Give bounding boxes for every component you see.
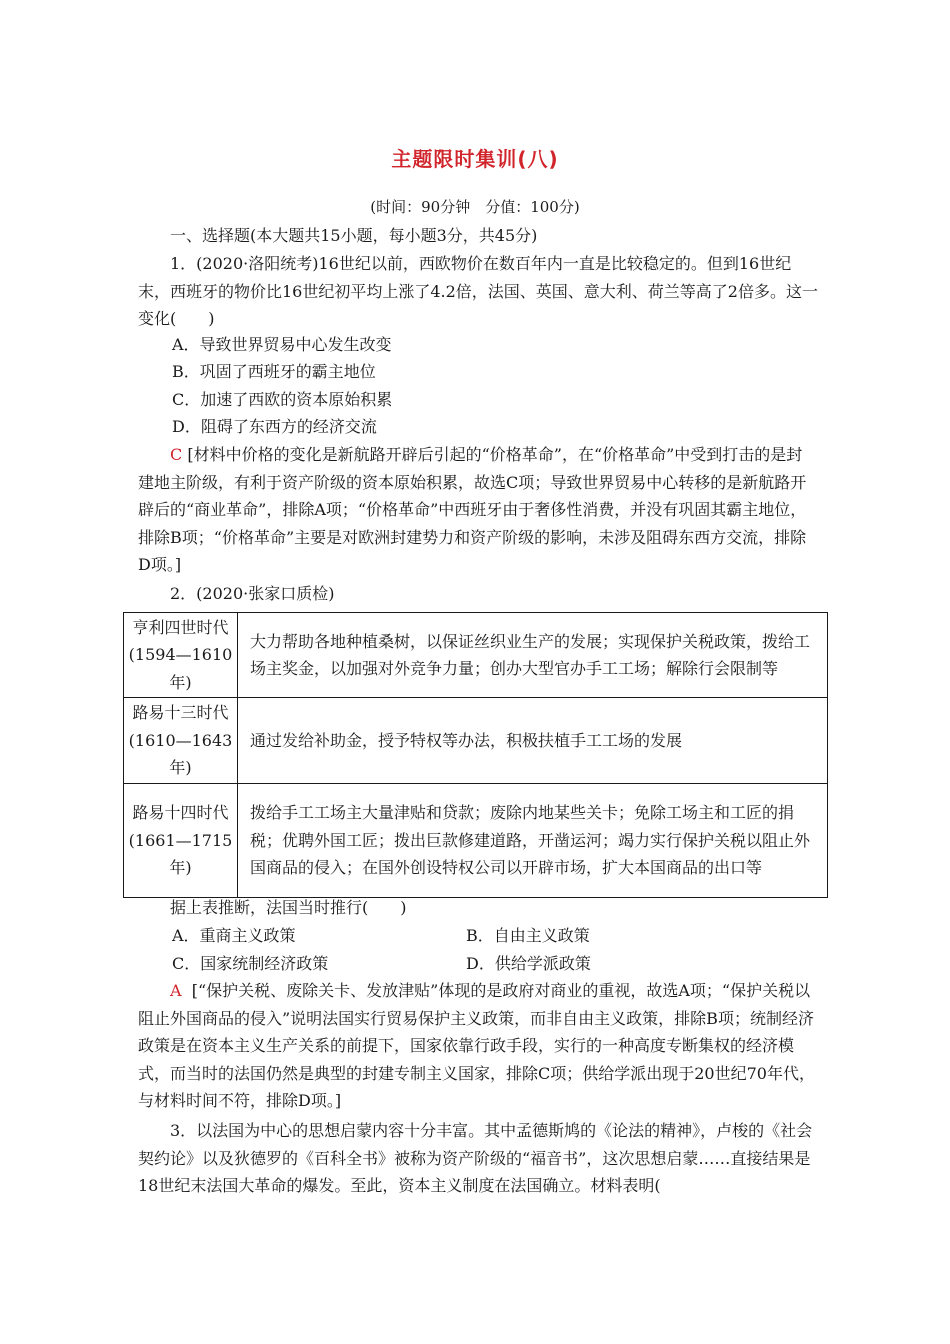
q2-option-b: B．自由主义政策: [466, 926, 590, 945]
q2-option-c: C．国家统制经济政策: [172, 954, 329, 973]
exam-meta: (时间：90分钟 分值：100分): [370, 198, 580, 216]
table-content-cell: 通过发给补助金，授予特权等办法，积极扶植手工工场的发展: [238, 698, 828, 784]
table-period-cell: 路易十三时代(1610—1643年): [124, 698, 238, 784]
q1-answer-letter: C: [170, 445, 183, 464]
table-period-cell: 亨利四世时代(1594—1610年): [124, 613, 238, 698]
q1-explanation: [材料中价格的变化是新航路开辟后引起的“价格革命”，在“价格革命”中受到打击的是封建地主阶级，有利于资产阶级的资本原始积累，故选C项；导致世界贸易中心转移的是新航路开辟后的“商业革命”，排除A项；“价格革命”中西班牙由于奢侈性消费，并没有巩固其霸主地位，排除B项；“价格革命”主要是对欧洲封建势力和资产阶级的影响，未涉及阻碍东西方交流，排除D项。]: [138, 445, 807, 574]
q1-option-a: A．导致世界贸易中心发生改变: [172, 335, 392, 354]
q1-answer: [138, 441, 818, 579]
table-row: [124, 613, 828, 698]
question-2-stem: 2．(2020·张家口质检): [170, 584, 335, 603]
q1-option-c: C．加速了西欧的资本原始积累: [172, 390, 393, 409]
q1-option-d: D．阻碍了东西方的经济交流: [172, 417, 377, 436]
page-title: 主题限时集训(八): [391, 147, 559, 171]
section-heading: 一、选择题(本大题共15小题，每小题3分，共45分): [170, 226, 538, 245]
table-content-cell: 大力帮助各地种植桑树，以保证丝织业生产的发展；实现保护关税政策，拨给工场主奖金，以加强对外竞争力量；创办大型官办手工工场；解除行会限制等: [238, 613, 828, 698]
table-row: [124, 784, 828, 898]
table-period-cell: 路易十四时代(1661—1715年): [124, 784, 238, 898]
table-content-cell: 拨给手工工场主大量津贴和贷款；废除内地某些关卡；免除工场主和工匠的捐税；优聘外国工匠；拨出巨款修建道路，开凿运河；竭力实行保护关税以阻止外国商品的侵入；在国外创设特权公司以开辟市场，扩大本国商品的出口等: [238, 784, 828, 898]
q2-option-a: A．重商主义政策: [172, 926, 296, 945]
q2-policy-table: [123, 612, 828, 898]
q2-ask: 据上表推断，法国当时推行( ): [170, 898, 407, 917]
table-row: [124, 698, 828, 784]
question-1-stem: 1．(2020·洛阳统考)16世纪以前，西欧物价在数百年内一直是比较稳定的。但到16世纪末，西班牙的物价比16世纪初平均上涨了4.2倍，法国、英国、意大利、荷兰等高了2倍多。这一变化( ): [138, 254, 818, 328]
q2-answer: [138, 977, 818, 1115]
q2-option-d: D．供给学派政策: [466, 954, 591, 973]
q1-option-b: B．巩固了西班牙的霸主地位: [172, 362, 376, 381]
q2-answer-letter: A: [170, 981, 182, 1000]
question-3-stem: 3．以法国为中心的思想启蒙内容十分丰富。其中孟德斯鸠的《论法的精神》，卢梭的《社会契约论》以及狄德罗的《百科全书》被称为资产阶级的“福音书”，这次思想启蒙……直接结果是18世纪末法国大革命的爆发。至此，资本主义制度在法国确立。材料表明(: [138, 1121, 813, 1195]
q2-explanation: [“保护关税、废除关卡、发放津贴”体现的是政府对商业的重视，故选A项；“保护关税以阻止外国商品的侵入”说明法国实行贸易保护主义政策，而非自由主义政策，排除B项；统制经济政策是在资本主义生产关系的前提下，国家依靠行政手段，实行的一种高度专断集权的经济模式，而当时的法国仍然是典型的封建专制主义国家，排除C项；供给学派出现于20世纪70年代，与材料时间不符，排除D项。]: [138, 981, 815, 1110]
